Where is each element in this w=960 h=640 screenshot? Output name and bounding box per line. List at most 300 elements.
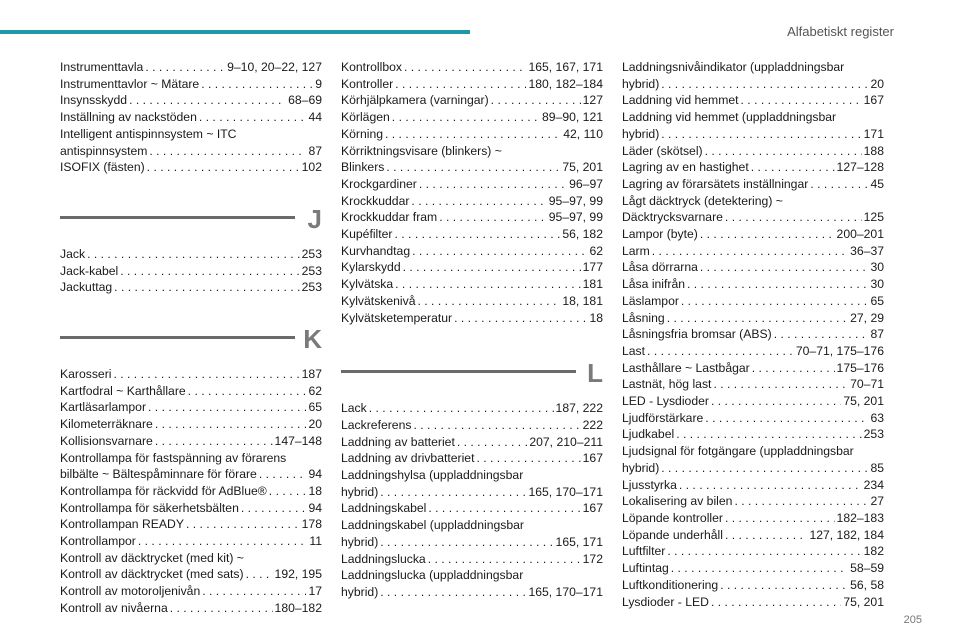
dot-leader [403,259,581,276]
index-column-1 [60,59,322,617]
index-entry [341,209,603,226]
index-term: Lampor (byte) [622,227,698,242]
index-term: Kontrollampa för fastspänning av förarens [60,450,287,465]
index-page-refs[interactable]: 96–97 [569,176,603,191]
index-page-refs[interactable]: 165, 170–171 [528,484,603,499]
index-entry [341,500,603,517]
index-entry [622,92,884,109]
dot-leader [380,584,526,601]
index-entry [341,59,603,76]
dot-leader [454,310,587,327]
index-entry [60,383,322,400]
index-entry [60,246,322,263]
index-page-refs[interactable]: 188 [863,143,884,158]
index-entry [60,109,322,126]
index-term: Laddning vid hemmet [622,93,739,108]
index-term: hybrid) [622,76,660,91]
index-term: Löpande kontroller [622,510,723,525]
index-page-refs[interactable]: 187 [301,367,322,382]
index-entry [60,366,322,383]
index-entry [341,293,603,310]
dot-leader [241,500,307,517]
index-entry [60,92,322,109]
index-term: hybrid) [341,584,379,599]
header-accent-bar [0,30,470,34]
index-term: Läder (skötsel) [622,143,703,158]
index-term: Lagring av förarsätets inställningar [622,176,809,191]
index-term: Lack [341,401,367,416]
index-entry [622,143,884,160]
index-page-refs[interactable]: 62 [308,383,322,398]
index-entry [622,594,884,611]
dot-leader [681,293,869,310]
index-term: Kontroll av däcktrycket (med kit) ~ [60,550,244,565]
dot-leader [385,126,561,143]
index-page-refs[interactable]: 56, 182 [562,227,603,242]
dot-leader [491,92,581,109]
index-entry [622,159,884,176]
dot-leader [711,393,841,410]
index-page-refs[interactable]: 11 [309,534,322,549]
index-entry [622,493,884,510]
index-term: Kupéfilter [341,227,393,242]
dot-leader [652,243,848,260]
dot-leader [676,426,861,443]
index-term: Laddningslucka [341,551,426,566]
index-term: Inställning av nackstöden [60,110,197,125]
dot-leader [711,594,841,611]
index-entry [341,92,603,109]
index-page-refs[interactable]: 94 [308,500,322,515]
index-entry [622,59,884,92]
index-page-refs[interactable]: 18 [589,310,603,325]
index-page-refs[interactable]: 75, 201 [843,394,884,409]
index-term: hybrid) [622,126,660,141]
index-entry [622,443,884,476]
index-page-refs[interactable]: 18, 181 [562,293,603,308]
index-term: Ljudkabel [622,427,675,442]
index-page-refs[interactable]: 65 [308,400,322,415]
dot-leader [113,366,299,383]
index-entry [622,477,884,494]
index-entry [622,109,884,142]
index-page-refs[interactable]: 70–71, 175–176 [795,343,884,358]
index-term: Körriktningsvisare (blinkers) ~ [341,143,502,158]
index-term: Kartläsarlampor [60,400,147,415]
index-entry [60,433,322,450]
index-page-refs[interactable]: 125 [863,210,884,225]
index-entry [60,76,322,93]
index-page-refs[interactable]: 9 [315,76,322,91]
index-page-refs[interactable]: 127, 182, 184 [809,527,884,542]
index-term: Låsning [622,310,665,325]
dot-leader [138,533,307,550]
index-term: Kylvätsketemperatur [341,310,453,325]
dot-leader [412,243,587,260]
index-term: Låsningsfria bromsar (ABS) [622,327,772,342]
index-term: Jack-kabel [60,263,119,278]
index-entry [622,326,884,343]
index-page-refs[interactable]: 253 [301,246,322,261]
dot-leader [149,143,306,160]
index-page-refs[interactable]: 167 [863,93,884,108]
index-entry [60,263,322,280]
index-term: Kylvätska [341,277,394,292]
index-page-refs[interactable]: 200–201 [836,227,884,242]
index-entry [341,276,603,293]
index-term: Krockkuddar [341,193,410,208]
dot-leader [661,76,868,93]
index-term: Kurvhandtag [341,243,411,258]
dot-leader [720,577,848,594]
index-term: Låsa dörrarna [622,260,698,275]
index-term: Ljudförstärkare [622,410,704,425]
index-page-refs[interactable]: 181 [582,277,603,292]
index-term: Lokalisering av bilen [622,494,733,509]
index-term: Kontrollampor [60,534,136,549]
index-entry [622,543,884,560]
index-term: Luftintag [622,561,669,576]
dot-leader [661,126,861,143]
dot-leader [725,527,807,544]
index-entry [341,109,603,126]
index-page-refs[interactable]: 65 [870,293,884,308]
section-rule [341,370,576,373]
index-entry [622,243,884,260]
index-entry [622,310,884,327]
dot-leader [155,433,273,450]
index-entry [341,567,603,600]
index-page-refs[interactable]: 62 [589,243,603,258]
index-term: Laddning av drivbatteriet [341,451,475,466]
dot-leader [145,59,225,76]
index-page-refs[interactable]: 87 [308,143,322,158]
index-entry [60,159,322,176]
index-page-refs[interactable]: 94 [308,467,322,482]
index-entry [341,76,603,93]
dot-leader [395,276,581,293]
index-term: Körlägen [341,110,390,125]
index-term: Kontrollampa för räckvidd för AdBlue® [60,483,267,498]
dot-leader [392,109,540,126]
dot-leader [147,159,300,176]
index-page-refs[interactable]: 63 [870,410,884,425]
dot-leader [725,209,862,226]
dot-leader [667,310,848,327]
dot-leader [476,450,580,467]
index-term: Laddning vid hemmet (uppladdningsbar [622,110,837,125]
entry-group-j [60,246,322,296]
index-entry [341,193,603,210]
index-page-refs[interactable]: 165, 170–171 [528,584,603,599]
dot-leader [752,360,835,377]
index-term: Laddningsnivåindikator (uppladdningsbar [622,60,845,74]
index-term: Kartfodral ~ Karthållare [60,383,186,398]
index-term: LED - Lysdioder [622,394,709,409]
index-page-refs[interactable]: 102 [301,160,322,175]
index-term: Körning [341,126,384,141]
index-entry [60,600,322,617]
index-entry [60,483,322,500]
index-page-refs[interactable]: 89–90, 121 [542,110,603,125]
index-page-refs[interactable]: 180, 182–184 [528,76,603,91]
section-letter: L [587,358,603,389]
dot-leader [457,434,528,451]
index-entry [341,310,603,327]
index-term: Kontrollampa för säkerhetsbälten [60,500,239,515]
index-column-3 [622,59,884,610]
index-term: Kollisionsvarnare [60,433,153,448]
index-term: Låsa inifrån [622,277,686,292]
index-page-refs[interactable]: 36–37 [850,243,884,258]
dot-leader [428,551,581,568]
index-page-refs[interactable]: 178 [301,517,322,532]
index-term: hybrid) [341,534,379,549]
index-entry [622,577,884,594]
dot-leader [170,600,273,617]
index-term: Luftfilter [622,544,666,559]
dot-leader [687,276,868,293]
index-entry [622,293,884,310]
index-term: Laddningslucka (uppladdningsbar [341,568,524,583]
index-page-refs[interactable]: 27 [870,494,884,509]
index-term: ISOFIX (fästen) [60,160,145,175]
index-term: Kontroll av däcktrycket (med sats) [60,567,244,582]
index-page-refs[interactable]: 182 [863,544,884,559]
index-term: Lasthållare ~ Lastbågar [622,360,750,375]
index-term: hybrid) [341,484,379,499]
index-entry [341,143,603,176]
index-page-refs[interactable]: 44 [308,110,322,125]
index-entry [622,193,884,226]
index-page-refs[interactable]: 87 [870,327,884,342]
index-entry [60,126,322,159]
index-entry [60,533,322,550]
index-page-refs[interactable]: 127–128 [836,160,884,175]
dot-leader [380,484,526,501]
dot-leader [87,246,300,263]
dot-leader [667,543,861,560]
page-number: 205 [903,614,922,626]
dot-leader [647,343,794,360]
index-page-refs[interactable]: 75, 201 [843,594,884,609]
entry-group-l-cont [622,59,884,610]
index-page-refs[interactable]: 56, 58 [850,577,884,592]
index-page-refs[interactable]: 30 [870,277,884,292]
index-term: Last [622,343,646,358]
index-term: Laddningskabel (uppladdningsbar [341,518,524,533]
index-page-refs[interactable]: 222 [582,417,603,432]
index-entry [60,59,322,76]
index-column-2 [341,59,603,601]
index-entry [622,259,884,276]
index-term: Karosseri [60,367,112,382]
index-entry [341,226,603,243]
index-page-refs[interactable]: 234 [863,477,884,492]
index-page-refs[interactable]: 207, 210–211 [529,434,603,449]
index-term: Krockgardiner [341,176,417,191]
index-term: Lackreferens [341,417,412,432]
index-entry [622,376,884,393]
index-term: Luftkonditionering [622,577,719,592]
index-term: hybrid) [622,460,660,475]
index-entry [622,510,884,527]
index-entry [622,343,884,360]
index-entry [341,450,603,467]
index-entry [622,426,884,443]
dot-leader [148,399,306,416]
index-term: Lågt däcktryck (detektering) ~ [622,193,783,208]
dot-leader [810,176,868,193]
index-term: antispinnsystem [60,143,148,158]
index-term: Kylvätskenivå [341,293,416,308]
index-page-refs[interactable]: 95–97, 99 [548,193,603,208]
index-page-refs[interactable]: 20 [308,417,322,432]
index-page-refs[interactable]: 192, 195 [274,567,322,582]
section-letter: K [303,324,322,355]
section-rule [60,336,295,339]
dot-leader [671,560,848,577]
index-entry [341,417,603,434]
index-entry [341,400,603,417]
dot-leader [369,400,554,417]
index-page-refs[interactable]: 42, 110 [563,126,603,141]
dot-leader [741,92,862,109]
entry-group-k [60,366,322,617]
dot-leader [259,466,307,483]
index-term: Däcktrycksvarnare [622,210,723,225]
dot-leader [418,293,561,310]
dot-leader [188,383,307,400]
index-term: Kylarskydd [341,260,401,275]
dot-leader [386,159,560,176]
dot-leader [679,477,862,494]
index-entry [622,527,884,544]
index-term: Lagring av en hastighet [622,160,749,175]
dot-leader [713,376,848,393]
index-term: Jack [60,246,86,261]
index-page-refs[interactable]: 70–71 [850,377,884,392]
entry-group-k-cont [341,59,603,326]
dot-leader [705,410,868,427]
index-page-refs[interactable]: 147–148 [274,433,322,448]
index-page-refs[interactable]: 27, 29 [850,310,884,325]
dot-leader [186,516,300,533]
dot-leader [404,59,526,76]
index-page-refs[interactable]: 45 [870,176,884,191]
index-page-refs[interactable]: 95–97, 99 [548,210,603,225]
index-page-refs[interactable]: 187, 222 [555,401,603,416]
dot-leader [380,534,553,551]
dot-leader [751,159,835,176]
index-entry [60,516,322,533]
index-page-refs[interactable]: 68–69 [288,93,322,108]
index-page-refs[interactable]: 167 [582,451,603,466]
dot-leader [700,259,869,276]
index-entry [622,226,884,243]
index-entry [60,450,322,483]
dot-leader [201,76,313,93]
index-entry [60,279,322,296]
dot-leader [734,493,868,510]
index-page-refs[interactable]: 18 [308,483,322,498]
index-entry [622,176,884,193]
index-page-refs[interactable]: 253 [301,280,322,295]
index-page-refs[interactable]: 58–59 [850,561,884,576]
index-page-refs[interactable]: 85 [870,460,884,475]
dot-leader [700,226,835,243]
index-term: Blinkers [341,160,385,175]
dot-leader [428,500,580,517]
index-entry [60,500,322,517]
index-term: Kontroller [341,76,394,91]
index-page-refs[interactable]: 177 [582,260,603,275]
index-entry [341,517,603,550]
index-term: Kontrollampan READY [60,517,184,532]
index-term: Insynsskydd [60,93,128,108]
header-title: Alfabetiskt register [787,24,894,39]
index-page-refs[interactable]: 9–10, 20–22, 127 [227,60,322,74]
dot-leader [419,176,567,193]
dot-leader [395,226,561,243]
index-page-refs[interactable]: 171 [863,126,884,141]
dot-leader [705,143,862,160]
index-term: Krockkuddar fram [341,210,438,225]
index-term: Lastnät, hög last [622,377,712,392]
index-term: Instrumenttavlor ~ Mätare [60,76,200,91]
index-page-refs[interactable]: 75, 201 [562,160,603,175]
index-page-refs[interactable]: 127 [582,93,603,108]
index-page-refs[interactable]: 165, 167, 171 [528,60,603,74]
section-heading-l [341,356,603,392]
index-page-refs[interactable]: 17 [308,584,322,599]
index-term: Lysdioder - LED [622,594,709,609]
index-entry [622,393,884,410]
index-page-refs[interactable]: 253 [863,427,884,442]
index-term: bilbälte ~ Bältespåminnare för förare [60,467,257,482]
index-page-refs[interactable]: 175–176 [836,360,884,375]
dot-leader [202,583,306,600]
index-entry [622,560,884,577]
index-term: Kontroll av motoroljenivån [60,584,201,599]
index-page-refs[interactable]: 30 [870,260,884,275]
index-page-refs[interactable]: 165, 171 [555,534,603,549]
dot-leader [155,416,307,433]
index-page-refs[interactable]: 182–183 [836,510,884,525]
index-term: Laddning av batteriet [341,434,455,449]
index-entry [622,410,884,427]
index-page-refs[interactable]: 20 [870,76,884,91]
section-heading-k [60,322,322,358]
index-term: Kilometerräknare [60,417,153,432]
index-entry [341,467,603,500]
index-entry [341,259,603,276]
index-page-refs[interactable]: 253 [301,263,322,278]
dot-leader [199,109,307,126]
index-term: Läslampor [622,293,679,308]
dot-leader [120,263,299,280]
index-term: Kontroll av nivåerna [60,600,168,615]
index-term: Kontrollbox [341,60,402,74]
section-heading-j [60,202,322,238]
index-page-refs[interactable]: 172 [582,551,603,566]
index-page-refs[interactable]: 180–182 [274,600,322,615]
index-page-refs[interactable]: 167 [582,501,603,516]
index-entry [622,360,884,377]
index-term: Jackuttag [60,280,113,295]
index-term: Intelligent antispinnsystem ~ ITC [60,126,237,141]
dot-leader [725,510,835,527]
